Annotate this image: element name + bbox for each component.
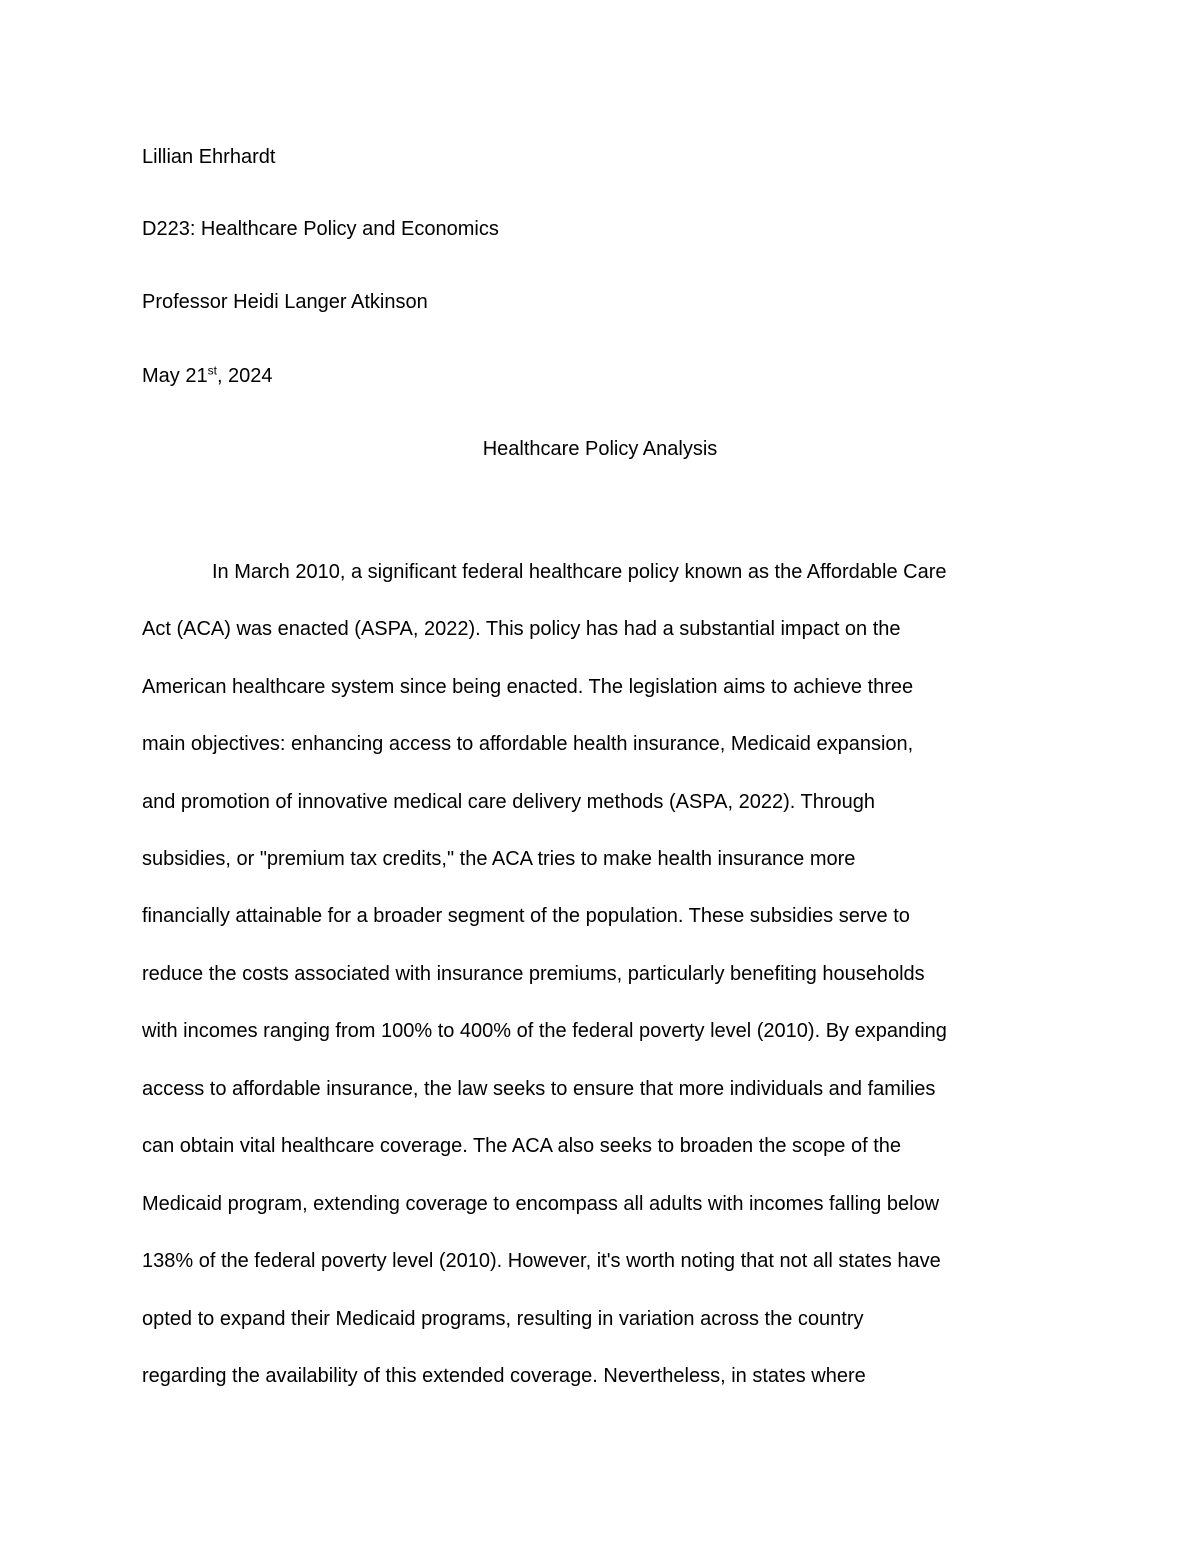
body-line: financially attainable for a broader segment of the population. These subsidies serve to — [142, 905, 910, 927]
document-title: Healthcare Policy Analysis — [482, 438, 718, 460]
date-month-day: May 21 — [142, 365, 208, 387]
document-date — [142, 364, 273, 388]
body-line: access to affordable insurance, the law seeks to ensure that more individuals and families — [142, 1078, 936, 1100]
body-line: reduce the costs associated with insurance premiums, particularly benefiting households — [142, 963, 925, 985]
author-name: Lillian Ehrhardt — [142, 146, 276, 168]
body-line: 138% of the federal poverty level (2010). However, it's worth noting that not all states have — [142, 1250, 941, 1272]
course-name: D223: Healthcare Policy and Economics — [142, 218, 499, 240]
body-line: Act (ACA) was enacted (ASPA, 2022). This policy has had a substantial impact on the — [142, 618, 901, 640]
date-year: , 2024 — [216, 365, 273, 387]
body-line: can obtain vital healthcare coverage. The ACA also seeks to broaden the scope of the — [142, 1135, 902, 1157]
body-line: subsidies, or "premium tax credits," the ACA tries to make health insurance more — [142, 848, 856, 870]
body-line: In March 2010, a significant federal healthcare policy known as the Affordable Care — [212, 561, 947, 583]
body-line: opted to expand their Medicaid programs, resulting in variation across the country — [142, 1308, 864, 1330]
body-line: Medicaid program, extending coverage to encompass all adults with incomes falling below — [142, 1193, 940, 1215]
body-line: American healthcare system since being enacted. The legislation aims to achieve three — [142, 676, 914, 698]
date-ordinal-suffix: st — [207, 363, 217, 378]
body-line: and promotion of innovative medical care delivery methods (ASPA, 2022). Through — [142, 791, 875, 813]
body-line: with incomes ranging from 100% to 400% of the federal poverty level (2010). By expanding — [142, 1020, 947, 1042]
body-line: regarding the availability of this extended coverage. Nevertheless, in states where — [142, 1365, 866, 1387]
professor-name: Professor Heidi Langer Atkinson — [142, 291, 428, 313]
body-line: main objectives: enhancing access to affordable health insurance, Medicaid expansion, — [142, 733, 914, 755]
